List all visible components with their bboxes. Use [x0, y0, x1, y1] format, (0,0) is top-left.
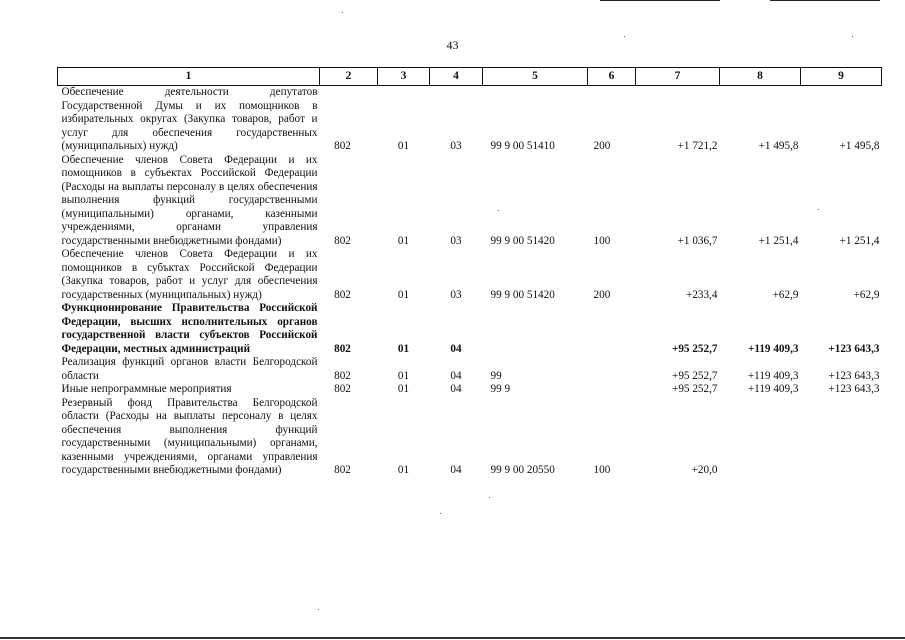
row-description: Обеспечение деятельности депутатов Государственной Думы и их помощников в избирательных округах (Закупка товаров, работ и услуг для обеспечения государственных (муниципальных) нужд)	[61, 86, 318, 152]
table-row-section-total	[58, 302, 882, 356]
amount-col-9: +62,9	[853, 288, 880, 301]
expense-type-code	[588, 356, 636, 383]
amount-col-9: +123 643,3	[828, 369, 880, 382]
table-row	[58, 397, 882, 478]
row-description: Реализация функций органов власти Белгородской области	[61, 356, 318, 382]
scan-speck	[818, 209, 819, 210]
target-article-code: 99 9	[490, 383, 511, 395]
row-description: Обеспечение членов Совета Федерации и их помощников в субъктах Российской Федерации (Закупка товаров, работ и услуг для обеспечения государственных (муниципальных) нужд)	[61, 248, 318, 301]
expense-type-code	[588, 302, 636, 356]
scan-speck	[342, 12, 343, 13]
section-code: 01	[397, 288, 410, 301]
subsection-code: 04	[450, 342, 462, 355]
amount-col-7: +1 721,2	[677, 140, 718, 152]
amount-col-8: +1 251,4	[758, 234, 799, 247]
section-code: 01	[397, 383, 410, 395]
ministry-code: 802	[334, 140, 351, 152]
amount-col-8: +1 495,8	[758, 140, 799, 152]
top-scan-line	[600, 0, 720, 1]
amount-col-8: +119 409,3	[747, 342, 799, 355]
amount-col-7: +1 036,7	[677, 234, 718, 247]
page-number: 43	[446, 38, 459, 52]
section-code: 01	[397, 342, 410, 355]
scan-speck	[498, 210, 499, 211]
budget-table	[57, 67, 882, 478]
column-header: 9	[801, 68, 882, 86]
amount-col-7: +95 252,7	[671, 342, 718, 355]
scan-speck	[440, 513, 441, 514]
subsection-code: 04	[450, 383, 462, 395]
row-description: Обеспечение членов Совета Федерации и их помощников в субъектах Российской Федерации (Расходы на выплаты персоналу в целях обеспечения выполнения функций государственными (муниципальными) органами, казенными учреждениями, органами управления государственными внебюджетными фондами)	[61, 153, 318, 247]
column-header: 8	[720, 68, 801, 86]
ministry-code: 802	[334, 383, 351, 395]
amount-col-7: +95 252,7	[672, 369, 718, 382]
expense-type-code: 200	[593, 140, 611, 152]
target-article-code: 99 9 00 51420	[490, 234, 555, 247]
target-article-code: 99 9 00 51410	[490, 140, 555, 152]
table-row	[58, 383, 882, 397]
section-code: 01	[397, 464, 410, 476]
amount-col-8	[720, 397, 801, 478]
table-row	[58, 154, 882, 249]
scan-speck	[489, 497, 490, 498]
top-scan-line	[770, 0, 880, 1]
ministry-code: 802	[334, 369, 351, 382]
expense-type-code: 100	[593, 464, 611, 476]
column-header: 3	[378, 68, 430, 86]
section-code: 01	[397, 234, 410, 247]
target-article-code	[483, 302, 588, 356]
column-header: 5	[483, 68, 588, 86]
amount-col-9: +123 643,3	[828, 383, 880, 395]
expense-type-code: 100	[593, 234, 611, 247]
amount-col-7: +20,0	[691, 464, 718, 476]
amount-col-9: +123 643,3	[828, 342, 880, 355]
ministry-code: 802	[334, 288, 351, 301]
subsection-code: 03	[450, 140, 462, 152]
subsection-code: 04	[450, 369, 462, 382]
table-header-row	[58, 68, 882, 86]
column-header: 1	[58, 68, 320, 86]
amount-col-9	[801, 397, 882, 478]
subsection-code: 04	[450, 464, 462, 476]
ministry-code: 802	[334, 464, 351, 476]
expense-type-code: 200	[593, 288, 611, 301]
amount-col-8: +119 409,3	[747, 369, 799, 382]
amount-col-9: +1 495,8	[839, 140, 880, 152]
amount-col-8: +119 409,3	[747, 383, 799, 395]
column-header: 7	[636, 68, 720, 86]
scan-speck	[318, 609, 319, 610]
table-row	[58, 248, 882, 302]
row-description: Функционирование Правительства Российской Федерации, высших исполнительных органов государственной власти субъектов Российской Федерации, местных администраций	[61, 302, 318, 355]
amount-col-7: +233,4	[686, 288, 718, 301]
target-article-code: 99 9 00 20550	[490, 464, 555, 476]
ministry-code: 802	[334, 234, 351, 247]
target-article-code: 99	[490, 369, 502, 382]
bottom-scan-edge	[0, 637, 905, 639]
section-code: 01	[397, 369, 410, 382]
section-code: 01	[397, 140, 410, 152]
target-article-code: 99 9 00 51420	[490, 288, 555, 301]
column-header: 4	[430, 68, 483, 86]
column-header: 6	[588, 68, 636, 86]
row-description: Иные непрограммные мероприятия	[61, 383, 232, 395]
scan-speck	[852, 36, 853, 37]
row-description: Резервный фонд Правительства Белгородской области (Расходы на выплаты персоналу в целях обеспечения выполнения функций государственными (муниципальными) органами, казенными учреждениями, органами управления государственными внебюджетными фондами)	[61, 396, 318, 476]
scan-speck	[624, 36, 625, 37]
column-header: 2	[320, 68, 378, 86]
amount-col-8: +62,9	[772, 288, 799, 301]
subsection-code: 03	[450, 288, 462, 301]
amount-col-9: +1 251,4	[839, 234, 880, 247]
expense-type-code	[588, 383, 636, 397]
table-row	[58, 86, 882, 154]
amount-col-7: +95 252,7	[672, 383, 718, 395]
table-row	[58, 356, 882, 383]
subsection-code: 03	[450, 234, 462, 247]
ministry-code: 802	[334, 342, 351, 355]
